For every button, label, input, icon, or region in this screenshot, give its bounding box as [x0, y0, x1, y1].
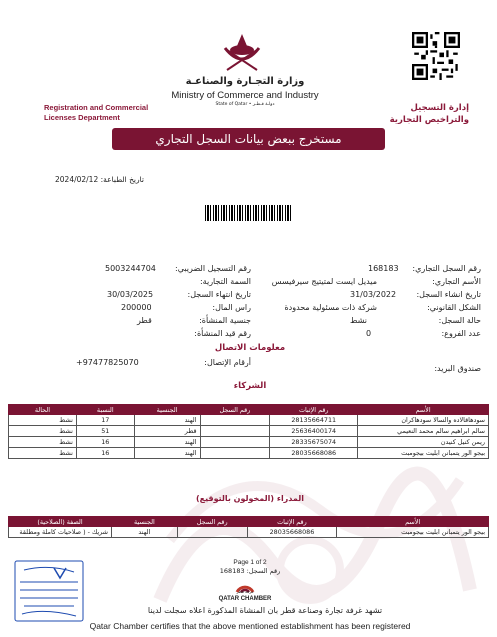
partner-cr [200, 415, 270, 426]
created-date-value: 31/03/2022 [350, 290, 397, 299]
expiry-date-value: 30/03/2025 [107, 290, 154, 299]
ministry-name-ar: وزارة التجـارة والصناعـة [185, 76, 305, 87]
partner-nationality: الهند [134, 437, 200, 448]
table-row [9, 415, 489, 426]
table-row [9, 437, 489, 448]
col-nationality: الجنسية [112, 517, 178, 527]
partner-id: 25636400174 [270, 426, 358, 437]
dept-en-line2: Licenses Department [44, 113, 120, 122]
partner-share: 51 [76, 426, 134, 437]
legal-form-label: الشكل القانوني: [427, 303, 481, 312]
cr-number-value: 168183 [368, 264, 399, 273]
dept-en-line1: Registration and Commercial [44, 103, 149, 112]
manager-id: 28035668086 [247, 527, 337, 538]
manager-nationality: الهند [112, 527, 178, 538]
status-label: حالة السجل: [438, 316, 481, 325]
col-id-number: رقم الإثبات [270, 405, 358, 415]
col-cr-number: رقم السجل [177, 517, 247, 527]
contact-heading: معلومات الاتصال [214, 343, 286, 353]
partner-status: نشط [9, 437, 77, 448]
dept-ar-line1: إدارة التسجيل [410, 103, 469, 113]
manager-name: بيجو الور يتمبانن ابليت بيجومبت [337, 527, 489, 538]
brand-label: السمة التجارية: [199, 277, 251, 286]
chamber-name-ar: غرفة قطر [236, 589, 254, 594]
page-number: Page 1 of 2 [233, 559, 267, 566]
col-status: الحالة [9, 405, 77, 415]
col-share: النسبة [76, 405, 134, 415]
partner-name: ريمن كنيل كنيدن [358, 437, 489, 448]
branches-label: عدد الفروع: [441, 329, 481, 338]
partner-cr [200, 437, 270, 448]
partner-share: 16 [76, 437, 134, 448]
partner-name: سالم ابراهيم سالم محمد النعيمي [358, 426, 489, 437]
created-date-label: تاريخ انشاء السجل: [416, 290, 481, 299]
col-name: الأسم [337, 517, 489, 527]
managers-heading: المدراء (المخولون بالتوقيع) [195, 494, 305, 503]
nationality-value: قطر [137, 316, 152, 325]
nationality-label: جنسية المنشأة: [199, 316, 251, 325]
partner-status: نشط [9, 415, 77, 426]
qatar-emblem-icon [217, 30, 267, 76]
branches-value: 0 [366, 329, 372, 338]
expiry-date-label: تاريخ انتهاء السجل: [187, 290, 251, 299]
partners-table [8, 404, 489, 459]
ministry-stamp-icon [14, 560, 84, 622]
phone-value: +97477825070 [76, 358, 139, 367]
certification-en: Qatar Chamber certifies that the above mentioned establishment has been registered [89, 621, 411, 631]
qr-code-icon [412, 32, 460, 80]
partner-share: 16 [76, 448, 134, 459]
partners-heading: الشركاء [233, 381, 267, 391]
state-label: State of Qatar • دولـة قـطـر [215, 102, 275, 107]
partner-nationality: قطر [134, 426, 200, 437]
chamber-name-en: QATAR CHAMBER [218, 596, 272, 602]
col-id-number: رقم الإثبات [247, 517, 337, 527]
pobox-label: صندوق البريد: [434, 364, 481, 373]
status-value: نشط [350, 316, 367, 325]
managers-table [8, 516, 489, 538]
tax-number-value: 5003244704 [105, 264, 156, 273]
partner-id: 28035668086 [270, 448, 358, 459]
dept-ar-line2: والتراخيص التجارية [389, 115, 469, 125]
cr-number-label: رقم السجل التجاري: [412, 264, 481, 273]
col-capacity: الصفة (الصلاحية) [9, 517, 112, 527]
partner-nationality: الهند [134, 448, 200, 459]
partner-name: بيجو الور يتمبانن ابليت بيجومبت [358, 448, 489, 459]
col-name: الأسم [358, 405, 489, 415]
table-row [9, 448, 489, 459]
establishment-number-label: رقم قيد المنشأة: [194, 329, 251, 338]
capital-value: 200000 [121, 303, 152, 312]
barcode [205, 205, 291, 221]
partner-cr [200, 426, 270, 437]
partner-name: سودهاقالاده والسالا سودهاكران [358, 415, 489, 426]
trade-name-label: الأسم التجاري: [432, 277, 481, 286]
manager-cr [177, 527, 247, 538]
partner-status: نشط [9, 426, 77, 437]
cr-reference: رقم السجل: 168183 [219, 567, 281, 575]
partners-header-row [9, 405, 489, 415]
trade-name-value: ميديل ايست لمتيتيج سيرفيسس [271, 277, 377, 286]
print-date: تاريخ الطباعة: 2024/02/12 [55, 175, 145, 184]
table-row [9, 527, 489, 538]
partner-nationality: الهند [134, 415, 200, 426]
tax-number-label: رقم التسجيل الضريبي: [175, 264, 251, 273]
phone-label: أرقام الإتصال: [204, 358, 251, 367]
partner-id: 28135664711 [270, 415, 358, 426]
partner-id: 28335675074 [270, 437, 358, 448]
managers-header-row [9, 517, 489, 527]
ministry-name-en: Ministry of Commerce and Industry [171, 90, 319, 101]
certification-ar: تشهد غرفة تجارة وصناعة قطر بان المنشاة المذكورة اعلاه سجلت لدينا [147, 606, 383, 615]
capital-label: راس المال: [212, 303, 251, 312]
legal-form-value: شركة ذات مسئولية محدودة [284, 303, 377, 312]
partner-cr [200, 448, 270, 459]
partner-status: نشط [9, 448, 77, 459]
document-title-bar: مستخرج ببعض بيانات السجل التجاري [112, 128, 385, 150]
manager-capacity: شريك - ( صلاحيات كاملة ومطلقة [9, 527, 112, 538]
col-nationality: الجنسية [134, 405, 200, 415]
partner-share: 17 [76, 415, 134, 426]
table-row [9, 426, 489, 437]
col-cr-number: رقم السجل [200, 405, 270, 415]
